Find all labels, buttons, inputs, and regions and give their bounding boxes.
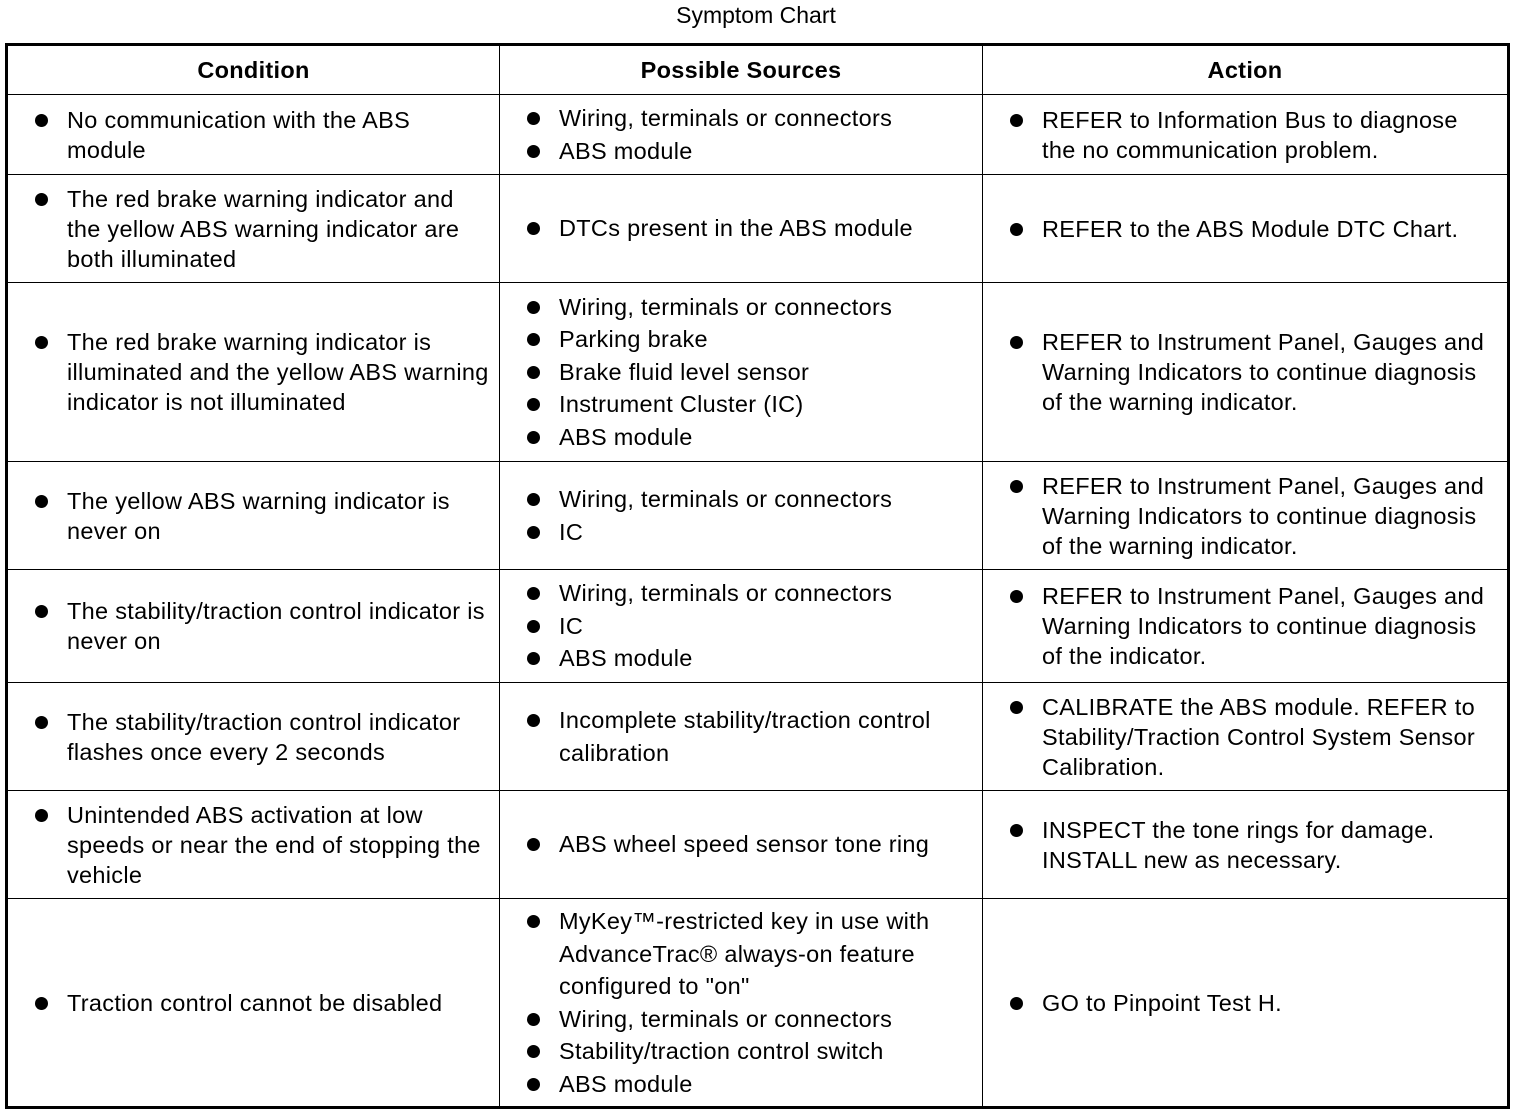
source-item: MyKey™-restricted key in use with AdvanceTrac® always-on feature configured to "on"	[500, 905, 972, 1003]
action-cell	[983, 791, 1509, 899]
table-row	[7, 791, 1509, 899]
action-cell	[983, 899, 1509, 1108]
condition-cell	[7, 175, 500, 283]
source-item: Parking brake	[500, 323, 972, 356]
source-item: Wiring, terminals or connectors	[500, 102, 972, 135]
table-row	[7, 899, 1509, 1108]
table-row	[7, 95, 1509, 175]
source-item: IC	[500, 516, 972, 549]
header-condition: Condition	[7, 45, 500, 95]
condition-cell	[7, 570, 500, 683]
source-item: Stability/traction control switch	[500, 1035, 972, 1068]
action-item: REFER to Instrument Panel, Gauges and Warning Indicators to continue diagnosis of the indicator.	[983, 581, 1497, 671]
action-item: REFER to Instrument Panel, Gauges and Warning Indicators to continue diagnosis of the warning indicator.	[983, 471, 1497, 561]
source-item: Brake fluid level sensor	[500, 356, 972, 389]
action-item: INSPECT the tone rings for damage. INSTALL new as necessary.	[983, 815, 1497, 875]
source-item: ABS module	[500, 421, 972, 454]
table-row	[7, 570, 1509, 683]
action-cell	[983, 462, 1509, 570]
action-item: REFER to Information Bus to diagnose the no communication problem.	[983, 105, 1497, 165]
sources-cell	[500, 791, 983, 899]
condition-item: The yellow ABS warning indicator is never on	[8, 486, 489, 546]
source-item: Wiring, terminals or connectors	[500, 291, 972, 324]
condition-item: No communication with the ABS module	[8, 105, 489, 165]
condition-cell	[7, 462, 500, 570]
table-row	[7, 175, 1509, 283]
table-row	[7, 683, 1509, 791]
action-cell	[983, 683, 1509, 791]
condition-item: The red brake warning indicator is illuminated and the yellow ABS warning indicator is not illuminated	[8, 327, 489, 417]
source-item: Wiring, terminals or connectors	[500, 577, 972, 610]
source-item: ABS module	[500, 642, 972, 675]
source-item: Wiring, terminals or connectors	[500, 483, 972, 516]
sources-cell	[500, 283, 983, 462]
sources-cell	[500, 899, 983, 1108]
source-item: IC	[500, 610, 972, 643]
sources-cell	[500, 683, 983, 791]
condition-item: The stability/traction control indicator flashes once every 2 seconds	[8, 707, 489, 767]
source-item: Wiring, terminals or connectors	[500, 1003, 972, 1036]
symptom-table	[5, 43, 1510, 1109]
action-cell	[983, 283, 1509, 462]
table-row	[7, 462, 1509, 570]
action-item: CALIBRATE the ABS module. REFER to Stability/Traction Control System Sensor Calibration.	[983, 692, 1497, 782]
condition-cell	[7, 683, 500, 791]
action-cell	[983, 175, 1509, 283]
condition-cell	[7, 791, 500, 899]
source-item: ABS wheel speed sensor tone ring	[500, 828, 972, 861]
action-item: REFER to Instrument Panel, Gauges and Warning Indicators to continue diagnosis of the warning indicator.	[983, 327, 1497, 417]
condition-cell	[7, 283, 500, 462]
condition-item: Traction control cannot be disabled	[8, 988, 489, 1018]
condition-item: Unintended ABS activation at low speeds or near the end of stopping the vehicle	[8, 800, 489, 890]
source-item: ABS module	[500, 1068, 972, 1101]
table-row	[7, 283, 1509, 462]
source-item: ABS module	[500, 135, 972, 168]
sources-cell	[500, 570, 983, 683]
header-row	[7, 45, 1509, 95]
action-item: GO to Pinpoint Test H.	[983, 988, 1497, 1018]
condition-item: The red brake warning indicator and the yellow ABS warning indicator are both illuminated	[8, 184, 489, 274]
condition-cell	[7, 95, 500, 175]
header-possible-sources: Possible Sources	[500, 45, 983, 95]
source-item: Incomplete stability/traction control calibration	[500, 704, 972, 769]
action-cell	[983, 570, 1509, 683]
condition-cell	[7, 899, 500, 1108]
page-title: Symptom Chart	[676, 2, 836, 28]
sources-cell	[500, 462, 983, 570]
source-item: DTCs present in the ABS module	[500, 212, 972, 245]
action-item: REFER to the ABS Module DTC Chart.	[983, 214, 1497, 244]
source-item: Instrument Cluster (IC)	[500, 388, 972, 421]
condition-item: The stability/traction control indicator is never on	[8, 596, 489, 656]
sources-cell	[500, 95, 983, 175]
sources-cell	[500, 175, 983, 283]
header-action: Action	[983, 45, 1509, 95]
action-cell	[983, 95, 1509, 175]
